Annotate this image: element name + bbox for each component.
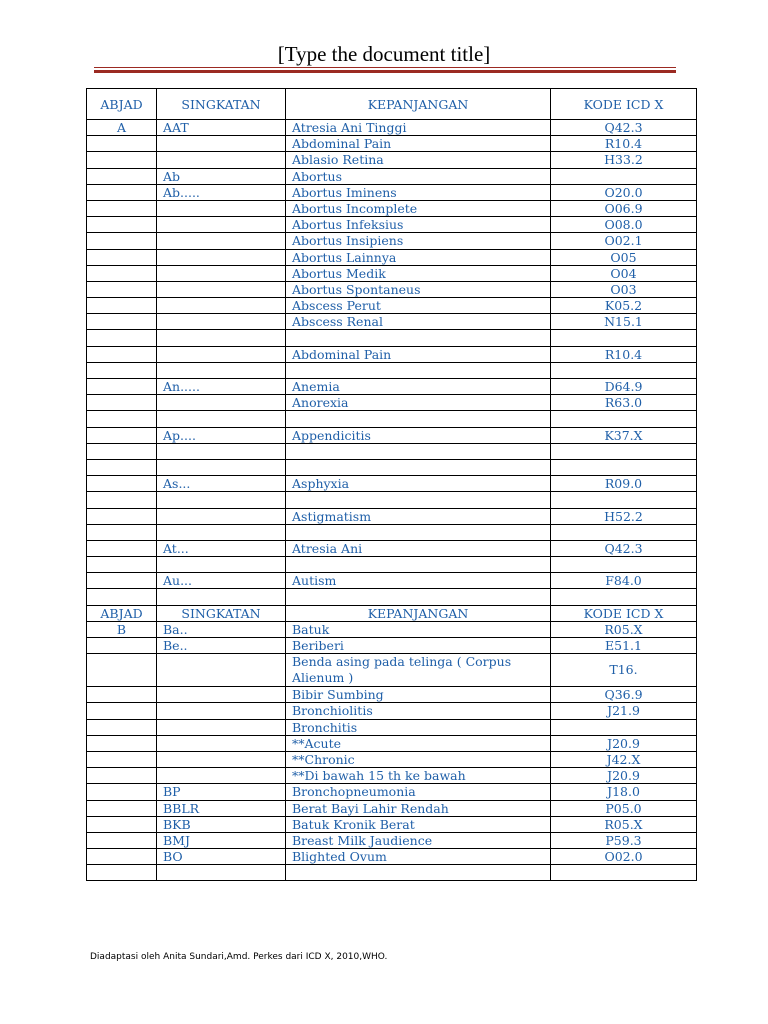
abjad-cell	[87, 379, 157, 395]
kode-icd-cell	[551, 459, 697, 475]
singkatan-cell: BMJ	[157, 832, 286, 848]
kode-icd-cell: R63.0	[551, 395, 697, 411]
abjad-cell	[87, 654, 157, 687]
table-row	[87, 152, 697, 168]
kode-icd-cell	[551, 168, 697, 184]
singkatan-cell: BP	[157, 784, 286, 800]
kepanjangan-cell: Berat Bayi Lahir Rendah	[286, 800, 551, 816]
kepanjangan-cell: Autism	[286, 573, 551, 589]
kepanjangan-cell: Abortus Insipiens	[286, 233, 551, 249]
singkatan-cell	[157, 508, 286, 524]
singkatan-cell	[157, 411, 286, 427]
abjad-cell	[87, 298, 157, 314]
singkatan-cell	[157, 249, 286, 265]
abjad-cell	[87, 476, 157, 492]
kepanjangan-cell	[286, 362, 551, 378]
table-row	[87, 168, 697, 184]
table-row	[87, 735, 697, 751]
kode-icd-cell: J20.9	[551, 735, 697, 751]
kepanjangan-cell: Abortus	[286, 168, 551, 184]
table-row	[87, 524, 697, 540]
table-row	[87, 281, 697, 297]
abjad-cell: A	[87, 120, 157, 136]
column-header: KEPANJANGAN	[286, 605, 551, 621]
singkatan-cell	[157, 362, 286, 378]
table-row	[87, 184, 697, 200]
singkatan-cell	[157, 443, 286, 459]
abjad-cell	[87, 265, 157, 281]
kepanjangan-cell: Atresia Ani Tinggi	[286, 120, 551, 136]
kode-icd-cell	[551, 492, 697, 508]
singkatan-cell	[157, 459, 286, 475]
icd-table-body	[87, 89, 697, 881]
table-row	[87, 298, 697, 314]
singkatan-cell	[157, 557, 286, 573]
kepanjangan-cell: Bibir Sumbing	[286, 687, 551, 703]
abjad-cell	[87, 557, 157, 573]
singkatan-cell	[157, 298, 286, 314]
kepanjangan-cell: Abortus Spontaneus	[286, 281, 551, 297]
kepanjangan-cell	[286, 589, 551, 605]
table-row	[87, 849, 697, 865]
kode-icd-cell: J42.X	[551, 751, 697, 767]
kepanjangan-cell	[286, 443, 551, 459]
kode-icd-cell: O03	[551, 281, 697, 297]
table-row	[87, 346, 697, 362]
kode-icd-cell: J20.9	[551, 768, 697, 784]
abjad-cell	[87, 751, 157, 767]
table-row	[87, 719, 697, 735]
table-row	[87, 136, 697, 152]
abjad-cell	[87, 427, 157, 443]
kepanjangan-cell: Asphyxia	[286, 476, 551, 492]
kepanjangan-cell	[286, 459, 551, 475]
kepanjangan-cell	[286, 411, 551, 427]
abjad-cell	[87, 411, 157, 427]
singkatan-cell: At...	[157, 540, 286, 556]
kode-icd-cell: O02.1	[551, 233, 697, 249]
singkatan-cell	[157, 200, 286, 216]
kode-icd-cell: N15.1	[551, 314, 697, 330]
abjad-cell	[87, 443, 157, 459]
abjad-cell	[87, 540, 157, 556]
singkatan-cell	[157, 687, 286, 703]
title-divider-thin	[94, 67, 676, 68]
kode-icd-cell: O06.9	[551, 200, 697, 216]
singkatan-cell	[157, 589, 286, 605]
abjad-cell	[87, 395, 157, 411]
singkatan-cell: As...	[157, 476, 286, 492]
table-row	[87, 443, 697, 459]
table-row	[87, 217, 697, 233]
kepanjangan-cell: Abortus Incomplete	[286, 200, 551, 216]
column-header: KEPANJANGAN	[286, 89, 551, 120]
table-row	[87, 265, 697, 281]
table-row	[87, 589, 697, 605]
abjad-cell	[87, 589, 157, 605]
kepanjangan-cell: Benda asing pada telinga ( Corpus Alienum )	[286, 654, 551, 687]
table-row	[87, 427, 697, 443]
kode-icd-cell	[551, 589, 697, 605]
kode-icd-cell: Q42.3	[551, 120, 697, 136]
kepanjangan-cell: Abscess Renal	[286, 314, 551, 330]
table-row	[87, 120, 697, 136]
kode-icd-cell	[551, 411, 697, 427]
kepanjangan-cell	[286, 524, 551, 540]
singkatan-cell	[157, 152, 286, 168]
abjad-cell	[87, 865, 157, 881]
table-row	[87, 492, 697, 508]
singkatan-cell: Au...	[157, 573, 286, 589]
kode-icd-cell: Q36.9	[551, 687, 697, 703]
singkatan-cell	[157, 654, 286, 687]
singkatan-cell: AAT	[157, 120, 286, 136]
column-header: KODE ICD X	[551, 605, 697, 621]
singkatan-cell	[157, 281, 286, 297]
kode-icd-cell: F84.0	[551, 573, 697, 589]
document-title: [Type the document title]	[277, 42, 491, 66]
abjad-cell	[87, 281, 157, 297]
singkatan-cell: Ap....	[157, 427, 286, 443]
table-row	[87, 751, 697, 767]
abjad-cell	[87, 200, 157, 216]
table-row	[87, 768, 697, 784]
table-row	[87, 784, 697, 800]
kepanjangan-cell: Anorexia	[286, 395, 551, 411]
table-row	[87, 200, 697, 216]
abjad-cell	[87, 849, 157, 865]
kepanjangan-cell: Abscess Perut	[286, 298, 551, 314]
table-row	[87, 508, 697, 524]
abjad-cell	[87, 330, 157, 346]
column-header: SINGKATAN	[157, 89, 286, 120]
kepanjangan-cell: Breast Milk Jaudience	[286, 832, 551, 848]
kode-icd-cell: O08.0	[551, 217, 697, 233]
table-row	[87, 687, 697, 703]
kepanjangan-cell: **Di bawah 15 th ke bawah	[286, 768, 551, 784]
singkatan-cell: BBLR	[157, 800, 286, 816]
table-row	[87, 233, 697, 249]
table-row	[87, 800, 697, 816]
kepanjangan-cell: Bronchiolitis	[286, 703, 551, 719]
singkatan-cell	[157, 217, 286, 233]
table-row	[87, 395, 697, 411]
kepanjangan-cell: **Acute	[286, 735, 551, 751]
abjad-cell	[87, 524, 157, 540]
kepanjangan-cell: **Chronic	[286, 751, 551, 767]
kepanjangan-cell: Anemia	[286, 379, 551, 395]
column-header: ABJAD	[87, 89, 157, 120]
table-row	[87, 865, 697, 881]
table-row	[87, 314, 697, 330]
table-header-row	[87, 605, 697, 621]
singkatan-cell	[157, 719, 286, 735]
table-header-row	[87, 89, 697, 120]
abjad-cell	[87, 816, 157, 832]
singkatan-cell	[157, 314, 286, 330]
title-divider-thick	[94, 70, 676, 73]
kepanjangan-cell	[286, 865, 551, 881]
table-row	[87, 362, 697, 378]
kepanjangan-cell: Abortus Infeksius	[286, 217, 551, 233]
kode-icd-cell: O02.0	[551, 849, 697, 865]
kode-icd-cell: K05.2	[551, 298, 697, 314]
abjad-cell	[87, 459, 157, 475]
kepanjangan-cell: Blighted Ovum	[286, 849, 551, 865]
kepanjangan-cell: Abortus Medik	[286, 265, 551, 281]
singkatan-cell: Ba..	[157, 621, 286, 637]
table-row	[87, 573, 697, 589]
abjad-cell	[87, 346, 157, 362]
table-row	[87, 459, 697, 475]
table-row	[87, 476, 697, 492]
abjad-cell	[87, 735, 157, 751]
abjad-cell	[87, 573, 157, 589]
abjad-cell	[87, 362, 157, 378]
abjad-cell	[87, 508, 157, 524]
abjad-cell	[87, 152, 157, 168]
kepanjangan-cell: Batuk	[286, 621, 551, 637]
table-row	[87, 540, 697, 556]
abjad-cell	[87, 800, 157, 816]
table-row	[87, 379, 697, 395]
abjad-cell: B	[87, 621, 157, 637]
singkatan-cell	[157, 492, 286, 508]
kepanjangan-cell: Abdominal Pain	[286, 346, 551, 362]
singkatan-cell	[157, 768, 286, 784]
singkatan-cell	[157, 346, 286, 362]
kepanjangan-cell: Bronchitis	[286, 719, 551, 735]
kode-icd-cell	[551, 865, 697, 881]
singkatan-cell	[157, 233, 286, 249]
kode-icd-cell: Q42.3	[551, 540, 697, 556]
kepanjangan-cell: Appendicitis	[286, 427, 551, 443]
kode-icd-cell: R10.4	[551, 136, 697, 152]
abjad-cell	[87, 703, 157, 719]
singkatan-cell	[157, 265, 286, 281]
kode-icd-cell: O20.0	[551, 184, 697, 200]
kode-icd-cell	[551, 362, 697, 378]
abjad-cell	[87, 768, 157, 784]
kode-icd-cell	[551, 330, 697, 346]
singkatan-cell: BO	[157, 849, 286, 865]
table-row	[87, 557, 697, 573]
kode-icd-cell: O04	[551, 265, 697, 281]
kepanjangan-cell: Batuk Kronik Berat	[286, 816, 551, 832]
abjad-cell	[87, 832, 157, 848]
kepanjangan-cell: Ablasio Retina	[286, 152, 551, 168]
icd-code-table	[86, 88, 697, 881]
kode-icd-cell: J18.0	[551, 784, 697, 800]
kode-icd-cell	[551, 557, 697, 573]
kode-icd-cell: R10.4	[551, 346, 697, 362]
kode-icd-cell: H52.2	[551, 508, 697, 524]
kode-icd-cell: J21.9	[551, 703, 697, 719]
abjad-cell	[87, 217, 157, 233]
kode-icd-cell: O05	[551, 249, 697, 265]
table-row	[87, 832, 697, 848]
abjad-cell	[87, 492, 157, 508]
column-header: KODE ICD X	[551, 89, 697, 120]
singkatan-cell	[157, 524, 286, 540]
kepanjangan-cell: Abortus Lainnya	[286, 249, 551, 265]
kode-icd-cell: R09.0	[551, 476, 697, 492]
singkatan-cell	[157, 703, 286, 719]
abjad-cell	[87, 136, 157, 152]
kode-icd-cell: K37.X	[551, 427, 697, 443]
singkatan-cell	[157, 395, 286, 411]
column-header: ABJAD	[87, 605, 157, 621]
abjad-cell	[87, 184, 157, 200]
singkatan-cell	[157, 865, 286, 881]
kepanjangan-cell: Abortus Iminens	[286, 184, 551, 200]
table-row	[87, 411, 697, 427]
kepanjangan-cell: Beriberi	[286, 638, 551, 654]
abjad-cell	[87, 687, 157, 703]
kepanjangan-cell: Abdominal Pain	[286, 136, 551, 152]
kode-icd-cell: R05.X	[551, 816, 697, 832]
table-row	[87, 703, 697, 719]
table-row	[87, 654, 697, 687]
singkatan-cell: Ab	[157, 168, 286, 184]
kode-icd-cell	[551, 443, 697, 459]
column-header: SINGKATAN	[157, 605, 286, 621]
singkatan-cell: Ab.....	[157, 184, 286, 200]
kode-icd-cell: R05.X	[551, 621, 697, 637]
kode-icd-cell	[551, 524, 697, 540]
abjad-cell	[87, 233, 157, 249]
kepanjangan-cell: Bronchopneumonia	[286, 784, 551, 800]
table-row	[87, 249, 697, 265]
kode-icd-cell: T16.	[551, 654, 697, 687]
kepanjangan-cell	[286, 330, 551, 346]
kode-icd-cell: P59.3	[551, 832, 697, 848]
kode-icd-cell: D64.9	[551, 379, 697, 395]
singkatan-cell: Be..	[157, 638, 286, 654]
kode-icd-cell: H33.2	[551, 152, 697, 168]
singkatan-cell	[157, 330, 286, 346]
abjad-cell	[87, 719, 157, 735]
kode-icd-cell	[551, 719, 697, 735]
abjad-cell	[87, 784, 157, 800]
table-row	[87, 638, 697, 654]
abjad-cell	[87, 249, 157, 265]
kode-icd-cell: P05.0	[551, 800, 697, 816]
abjad-cell	[87, 314, 157, 330]
table-row	[87, 816, 697, 832]
kepanjangan-cell: Astigmatism	[286, 508, 551, 524]
singkatan-cell: BKB	[157, 816, 286, 832]
singkatan-cell	[157, 751, 286, 767]
abjad-cell	[87, 168, 157, 184]
kepanjangan-cell	[286, 557, 551, 573]
abjad-cell	[87, 638, 157, 654]
singkatan-cell: An.....	[157, 379, 286, 395]
kode-icd-cell: E51.1	[551, 638, 697, 654]
table-row	[87, 330, 697, 346]
kepanjangan-cell	[286, 492, 551, 508]
table-row	[87, 621, 697, 637]
singkatan-cell	[157, 735, 286, 751]
kepanjangan-cell: Atresia Ani	[286, 540, 551, 556]
singkatan-cell	[157, 136, 286, 152]
footer-credit: Diadaptasi oleh Anita Sundari,Amd. Perkes dari ICD X, 2010,WHO.	[90, 952, 388, 962]
